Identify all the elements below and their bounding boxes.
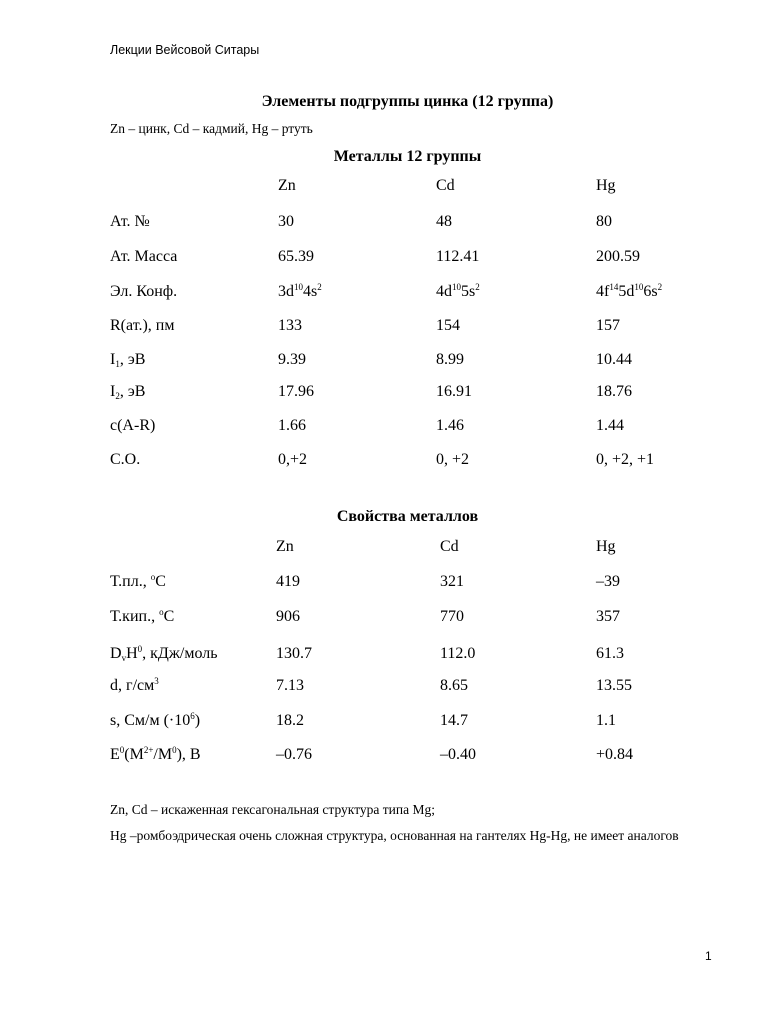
table1-row-label: $I_2$, эВ xyxy=(110,383,146,401)
table1-row-label: R(ат.), пм xyxy=(110,317,175,334)
table2-cell: 1.1 xyxy=(596,712,616,729)
table1-cell: 9.39 xyxy=(278,351,306,368)
table1-cell: $3d^{10}4s^2$ xyxy=(278,282,322,300)
table1-row-label: Ат. № xyxy=(110,213,150,230)
table1-col-cd: Cd xyxy=(436,177,455,194)
table1-cell: 18.76 xyxy=(596,383,632,400)
note-hg-structure: Hg –ромбоэдрическая очень сложная структура, основанная на гантелях Hg-Hg, не имеет аналогов xyxy=(110,828,679,843)
table2-title: Свойства металлов xyxy=(336,508,479,525)
table1-cell: $4f^{14}5d^{10}6s^2$ xyxy=(596,282,663,300)
table2-cell: 7.13 xyxy=(276,677,304,694)
table1-row-label: c(A-R) xyxy=(110,417,156,434)
table2-row-label: $E^0(M^{2+}/M^0)$, B xyxy=(110,745,201,763)
table2-cell: +0.84 xyxy=(596,746,634,763)
table1-cell: 30 xyxy=(278,213,294,230)
note-zn-cd-structure: Zn, Cd – искаженная гексагональная структура типа Mg; xyxy=(110,802,436,817)
table2-cell: –39 xyxy=(596,573,620,590)
table1-col-hg: Hg xyxy=(596,177,616,194)
table2-cell: 13.55 xyxy=(596,677,632,694)
table2-cell: 906 xyxy=(276,608,300,625)
table1-row-label: Эл. Конф. xyxy=(110,283,178,300)
table2-cell: 321 xyxy=(440,573,464,590)
table1-row-label: $I_1$, эВ xyxy=(110,351,146,369)
table2-cell: 112.0 xyxy=(440,645,476,662)
table2-row-label: Т.кип., $^o$C xyxy=(110,607,175,625)
table1-cell: 1.44 xyxy=(596,417,624,434)
table1-col-zn: Zn xyxy=(278,177,296,194)
table1-title: Металлы 12 группы xyxy=(333,148,482,165)
table1-cell: 48 xyxy=(436,213,452,230)
page-number: 1 xyxy=(705,949,712,963)
table1-row-label: Ат. Масса xyxy=(110,248,178,265)
table1-cell: 17.96 xyxy=(278,383,314,400)
document-subtitle: Zn – цинк, Cd – кадмий, Hg – ртуть xyxy=(110,121,313,136)
table2-cell: 14.7 xyxy=(440,712,468,729)
table2-col-cd: Cd xyxy=(440,538,459,555)
table1-cell: 0, +2 xyxy=(436,451,470,468)
table1-row-label: С.О. xyxy=(110,451,141,468)
table2-cell: 357 xyxy=(596,608,620,625)
table1-cell: 112.41 xyxy=(436,248,480,265)
table2-cell: 130.7 xyxy=(276,645,312,662)
table2-row-label: Т.пл., $^o$C xyxy=(110,572,166,590)
table1-cell: 8.99 xyxy=(436,351,464,368)
table2-cell: 61.3 xyxy=(596,645,624,662)
table2-col-hg: Hg xyxy=(596,538,616,555)
table2-cell: 770 xyxy=(440,608,464,625)
table1-cell: 154 xyxy=(436,317,460,334)
document-title: Элементы подгруппы цинка (12 группа) xyxy=(261,93,554,110)
table1-cell: 0,+2 xyxy=(278,451,308,468)
table1-cell: 1.46 xyxy=(436,417,464,434)
table2-cell: –0.76 xyxy=(276,746,312,763)
table2-row-label: s, См/м $(\cdot 10^6)$ xyxy=(110,711,201,729)
table1-cell: 65.39 xyxy=(278,248,314,265)
table2-cell: 8.65 xyxy=(440,677,468,694)
table1-cell: $4d^{10}5s^2$ xyxy=(436,282,480,300)
table1-cell: 10.44 xyxy=(596,351,632,368)
table1-cell: 200.59 xyxy=(596,248,640,265)
table1-cell: 0, +2, +1 xyxy=(596,451,655,468)
table2-cell: 419 xyxy=(276,573,300,590)
table1-cell: 1.66 xyxy=(278,417,306,434)
table1-cell: 80 xyxy=(596,213,612,230)
table2-row-label: $D_vH^0$, кДж/моль xyxy=(110,644,218,663)
page-header: Лекции Вейсовой Ситары xyxy=(110,43,260,57)
table1-cell: 157 xyxy=(596,317,620,334)
table2-cell: 18.2 xyxy=(276,712,304,729)
table1-cell: 133 xyxy=(278,317,302,334)
table2-col-zn: Zn xyxy=(276,538,294,555)
table2-cell: –0.40 xyxy=(440,746,476,763)
table1-cell: 16.91 xyxy=(436,383,472,400)
table2-row-label: d, $г/см^3$ xyxy=(110,676,159,694)
